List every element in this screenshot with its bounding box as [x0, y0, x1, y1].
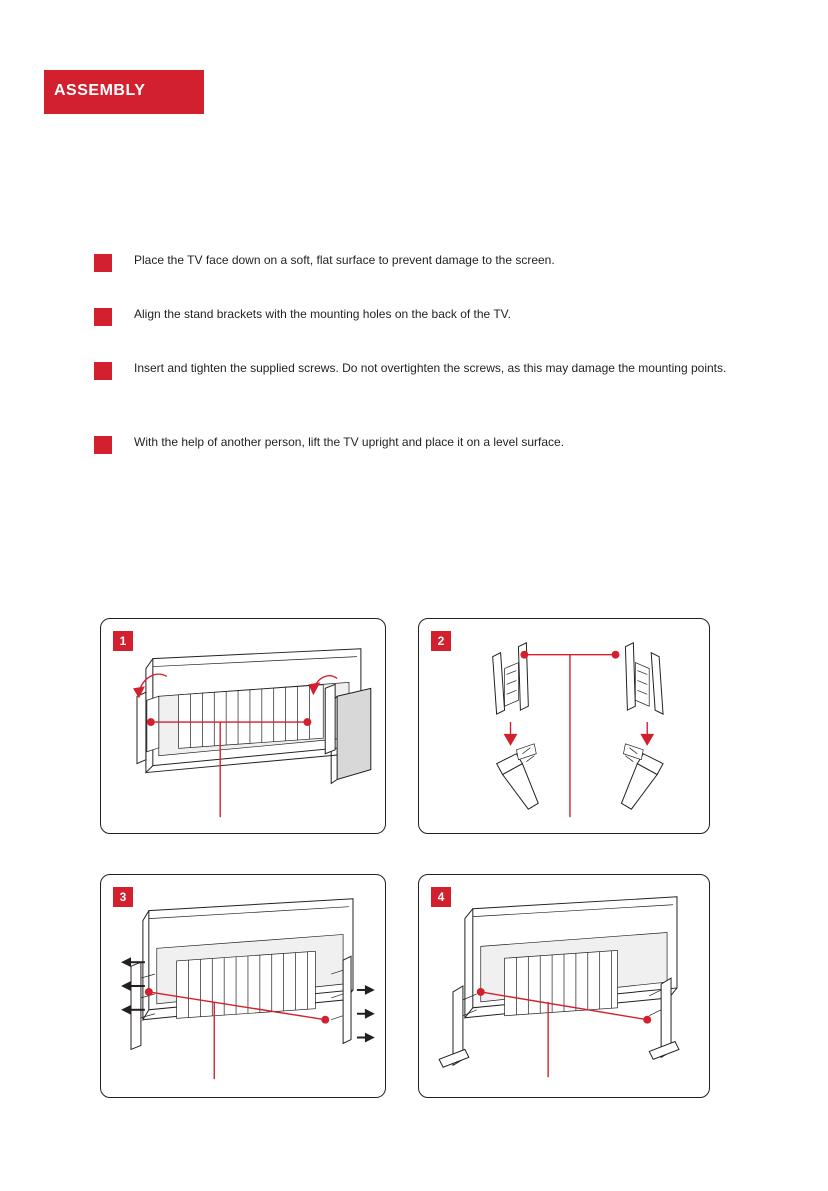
- figure-b-illustration: [419, 619, 709, 833]
- figure-b: [418, 618, 710, 834]
- list-item: [94, 434, 754, 456]
- instruction-list: [94, 252, 754, 488]
- list-item: [94, 306, 754, 328]
- list-item-text: With the help of another person, lift the TV upright and place it on a level surface.: [134, 435, 565, 449]
- list-item-text: Align the stand brackets with the mounting holes on the back of the TV.: [134, 307, 511, 321]
- bullet-square-icon: [94, 254, 112, 272]
- list-item-text: Insert and tighten the supplied screws. Do not overtighten the screws, as this may damage the mounting points.: [134, 361, 727, 375]
- page-title: ASSEMBLY: [54, 82, 146, 99]
- figure-a-illustration: [101, 619, 385, 833]
- figure-a-badge: 1: [113, 631, 133, 651]
- figure-c: [100, 874, 386, 1098]
- title-banner: [44, 70, 204, 114]
- figure-a: [100, 618, 386, 834]
- list-item: [94, 252, 754, 274]
- list-item-text: Place the TV face down on a soft, flat surface to prevent damage to the screen.: [134, 253, 555, 267]
- figure-d-badge: 4: [431, 887, 451, 907]
- bullet-square-icon: [94, 436, 112, 454]
- bullet-square-icon: [94, 308, 112, 326]
- figure-d-illustration: [419, 875, 709, 1097]
- figure-c-illustration: [101, 875, 385, 1097]
- figure-d: [418, 874, 710, 1098]
- figure-b-badge: 2: [431, 631, 451, 651]
- bullet-square-icon: [94, 362, 112, 380]
- list-item: [94, 360, 754, 382]
- figure-c-badge: 3: [113, 887, 133, 907]
